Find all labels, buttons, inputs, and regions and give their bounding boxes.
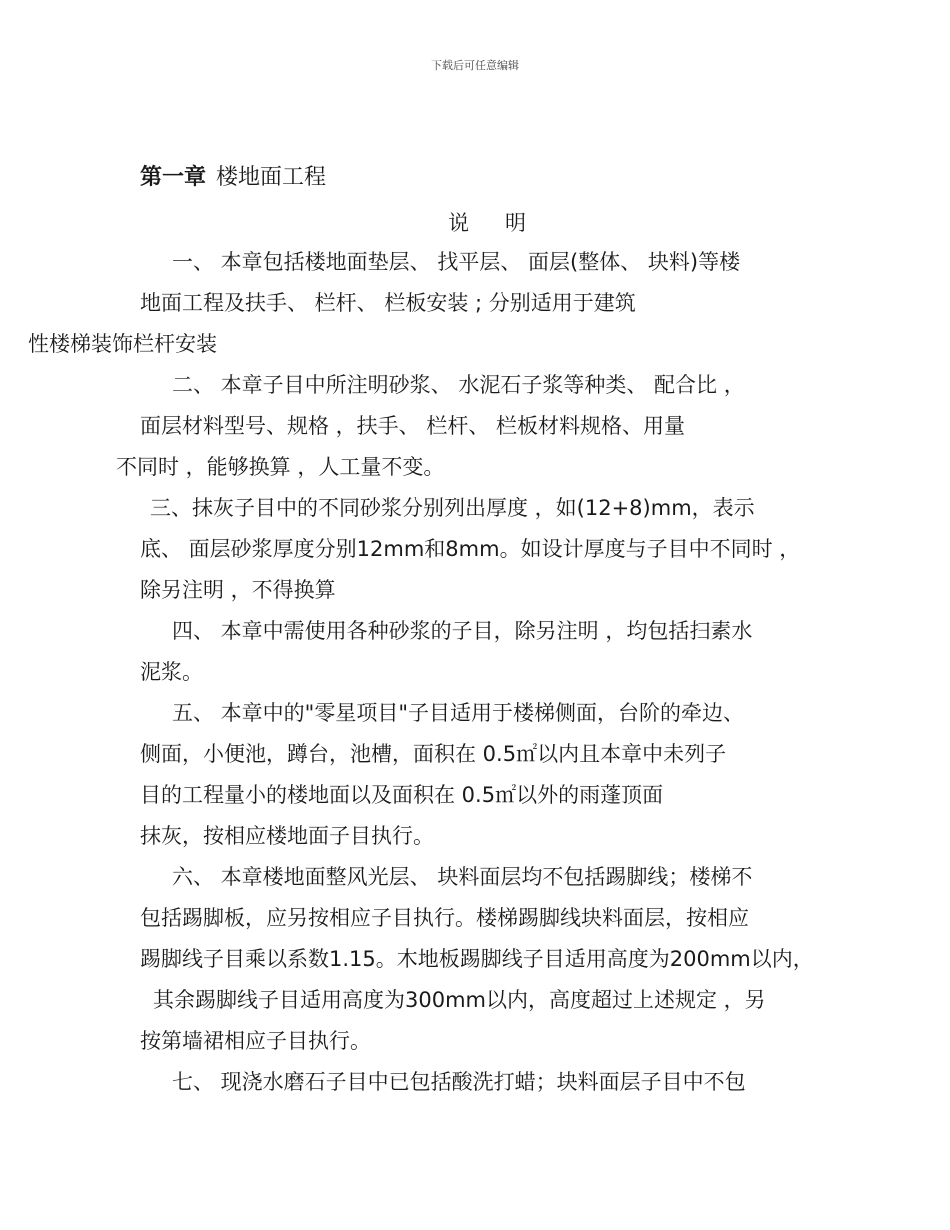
paragraph-line: 地面工程及扶手、 栏杆、 栏板安装 ; 分别适用于建筑	[140, 291, 636, 315]
paragraph-line: 四、 本章中需使用各种砂浆的子目，除另注明 ，均包括扫素水	[172, 619, 753, 643]
paragraph-line: 除另注明 ，不得换算	[140, 578, 336, 602]
section-title: 说明	[448, 211, 562, 235]
paragraph-line: 泥浆。	[140, 660, 203, 684]
header-note: 下载后可任意编辑	[431, 59, 519, 72]
paragraph-line: 二、 本章子目中所注明砂浆、 水泥石子浆等种类、 配合比 ，	[172, 373, 745, 397]
paragraph-line: 目的工程量小的楼地面以及面积在 0.5㎡以外的雨蓬顶面	[140, 783, 664, 807]
chapter-name: 楼地面工程	[216, 165, 327, 190]
paragraph-line: 性楼梯装饰栏杆安装	[28, 332, 217, 356]
paragraph-line: 其余踢脚线子目适用高度为300mm以内，高度超过上述规定 ，另	[153, 988, 766, 1012]
paragraph-line: 按第墙裙相应子目执行。	[140, 1029, 371, 1053]
chapter-number: 第一章	[140, 165, 207, 190]
paragraph-line: 七、 现浇水磨石子目中已包括酸洗打蜡；块料面层子目中不包	[172, 1070, 746, 1094]
paragraph-line: 三、抹灰子目中的不同砂浆分别列出厚度 ，如(12+8)mm，表示	[150, 496, 755, 520]
paragraph-line: 不同时 ，能够换算 ，人工量不变。	[116, 455, 445, 479]
paragraph-line: 六、 本章楼地面整风光层、 块料面层均不包括踢脚线；楼梯不	[172, 865, 753, 889]
paragraph-line: 侧面，小便池，蹲台，池槽，面积在 0.5㎡以内且本章中未列子	[140, 742, 727, 766]
paragraph-line: 底、 面层砂浆厚度分别12mm和8mm。如设计厚度与子目中不同时 ，	[140, 537, 801, 561]
paragraph-line: 一、 本章包括楼地面垫层、 找平层、 面层(整体、 块料)等楼	[172, 250, 741, 274]
chapter-title	[140, 160, 326, 191]
paragraph-line: 包括踢脚板，应另按相应子目执行。楼梯踢脚线块料面层，按相应	[140, 906, 749, 930]
paragraph-line: 踢脚线子目乘以系数1.15。木地板踢脚线子目适用高度为200mm以内，	[140, 947, 814, 971]
paragraph-line: 面层材料型号、规格 ，扶手、 栏杆、 栏板材料规格、用量	[140, 414, 686, 438]
paragraph-line: 五、 本章中的"零星项目"子目适用于楼梯侧面，台阶的牵边、	[172, 701, 744, 725]
paragraph-line: 抹灰，按相应楼地面子目执行。	[140, 824, 434, 848]
